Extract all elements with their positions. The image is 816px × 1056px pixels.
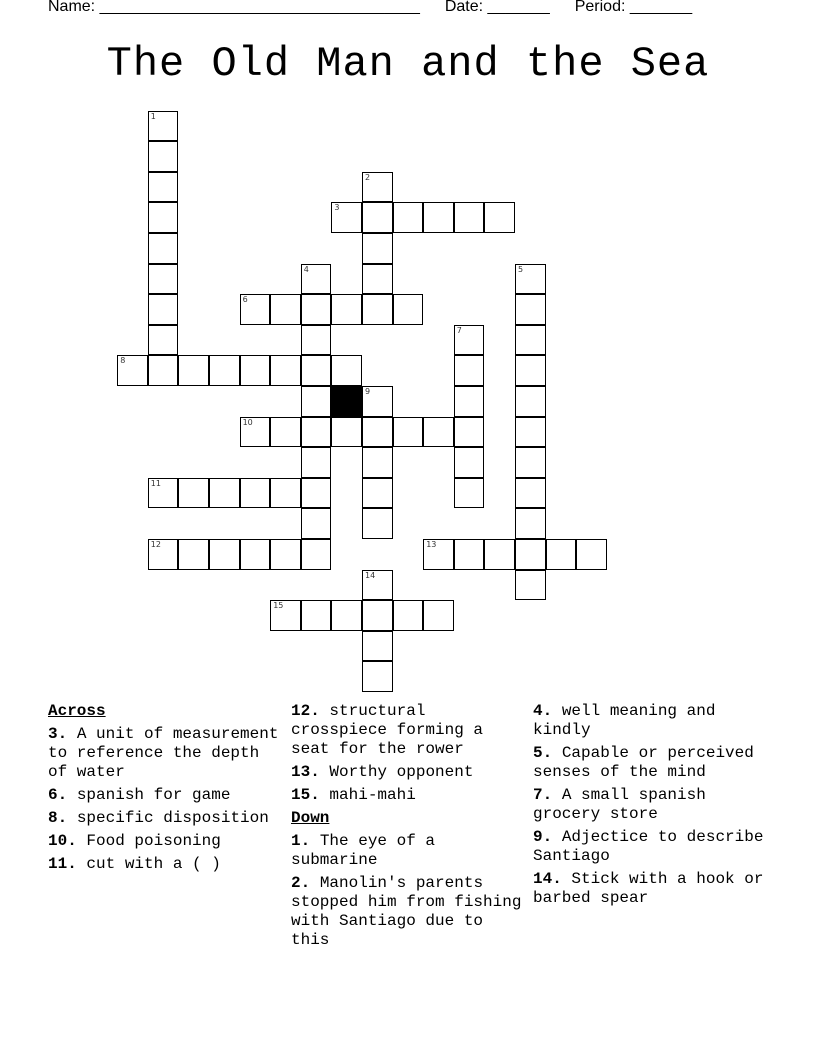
grid-cell[interactable] [362, 386, 393, 417]
grid-cell[interactable] [331, 355, 362, 386]
clue-number: 10 [242, 417, 253, 427]
grid-cell[interactable] [240, 294, 271, 325]
date-field[interactable]: Date: _______ [444, 0, 550, 15]
grid-cell[interactable] [362, 600, 393, 631]
clue-number: 11 [150, 478, 161, 488]
grid-cell[interactable] [454, 417, 485, 448]
grid-cell[interactable] [209, 539, 240, 570]
clue-number: 2 [365, 172, 371, 182]
grid-cell[interactable] [454, 478, 485, 509]
clue-number: 6 [242, 295, 248, 305]
grid-cell[interactable] [240, 355, 271, 386]
grid-cell[interactable] [270, 355, 301, 386]
grid-cell[interactable] [484, 539, 515, 570]
grid-cell[interactable] [301, 478, 332, 509]
grid-cell[interactable] [178, 478, 209, 509]
grid-cell[interactable] [454, 539, 485, 570]
grid-cell[interactable] [515, 325, 546, 356]
grid-cell[interactable] [331, 417, 362, 448]
name-field[interactable]: Name: ____________________________________ [48, 0, 420, 15]
grid-cell[interactable] [148, 233, 179, 264]
grid-cell[interactable] [454, 447, 485, 478]
grid-cell[interactable] [240, 478, 271, 509]
grid-cell[interactable] [178, 355, 209, 386]
grid-cell[interactable] [301, 355, 332, 386]
clue-number: 12 [150, 540, 161, 549]
grid-cell[interactable] [546, 539, 577, 570]
grid-cell[interactable] [301, 386, 332, 417]
grid-cell[interactable] [362, 631, 393, 662]
grid-cell[interactable] [515, 508, 546, 539]
across-clue-12: 12. structural crosspiece forming a seat for the rower [291, 702, 484, 758]
clue-number: 13 [426, 540, 437, 549]
down-clue-4: 4. well meaning and kindly [533, 702, 716, 739]
grid-cell[interactable] [423, 600, 454, 631]
clue-number: 9 [365, 387, 371, 396]
down-clue-1: 1. The eye of a submarine [291, 832, 436, 869]
clue-number: 14 [365, 570, 376, 580]
grid-cell[interactable] [423, 417, 454, 448]
grid-cell[interactable] [515, 355, 546, 386]
grid-cell[interactable] [362, 172, 393, 203]
grid-cell[interactable] [148, 539, 179, 570]
across-clue-3: 3. A unit of measurement to reference the depth of water [48, 725, 279, 781]
grid-cell[interactable] [148, 172, 179, 203]
grid-cell[interactable] [515, 447, 546, 478]
clue-number: 15 [273, 601, 284, 611]
clues-column-3 [533, 702, 773, 912]
grid-cell[interactable] [362, 417, 393, 448]
across-clue-11: 11. cut with a ( ) [48, 855, 221, 873]
clue-number: 3 [334, 203, 340, 213]
grid-cell[interactable] [362, 661, 393, 692]
grid-cell[interactable] [515, 539, 546, 570]
grid-cell[interactable] [362, 478, 393, 509]
grid-cell[interactable] [148, 478, 179, 509]
grid-cell[interactable] [301, 294, 332, 325]
down-clue-5: 5. Capable or perceived senses of the mind [533, 744, 754, 781]
grid-cell[interactable] [331, 294, 362, 325]
grid-cell[interactable] [362, 508, 393, 539]
grid-cell[interactable] [270, 417, 301, 448]
down-clue-9: 9. Adjectice to describe Santiago [533, 828, 764, 865]
down-clue-14: 14. Stick with a hook or barbed spear [533, 870, 764, 907]
across-clue-13: 13. Worthy opponent [291, 763, 474, 781]
grid-cell[interactable] [454, 325, 485, 356]
grid-cell[interactable] [362, 202, 393, 233]
grid-cell[interactable] [270, 294, 301, 325]
grid-cell[interactable] [362, 294, 393, 325]
across-clue-15: 15. mahi-mahi [291, 786, 416, 804]
grid-cell[interactable] [362, 570, 393, 601]
grid-cell[interactable] [515, 294, 546, 325]
clue-number: 7 [456, 325, 462, 335]
across-clue-8: 8. specific disposition [48, 809, 269, 827]
grid-cell[interactable] [454, 386, 485, 417]
grid-cell[interactable] [423, 539, 454, 570]
grid-cell[interactable] [240, 417, 271, 448]
grid-cell[interactable] [515, 386, 546, 417]
grid-cell[interactable] [148, 355, 179, 386]
down-heading: Down [291, 809, 330, 827]
grid-cell[interactable] [270, 539, 301, 570]
grid-cell[interactable] [148, 202, 179, 233]
grid-cell[interactable] [393, 600, 424, 631]
grid-cell[interactable] [331, 202, 362, 233]
grid-cell[interactable] [117, 355, 148, 386]
down-clue-2: 2. Manolin's parents stopped him from fishing with Santiago due to this [291, 874, 522, 949]
grid-cell[interactable] [393, 202, 424, 233]
clues-column-1 [48, 702, 288, 878]
clue-number: 1 [150, 111, 156, 121]
grid-cell[interactable] [301, 325, 332, 356]
grid-cell[interactable] [148, 264, 179, 295]
black-cell [331, 386, 362, 417]
clue-number: 8 [120, 356, 126, 366]
grid-cell[interactable] [301, 539, 332, 570]
clues-column-2 [291, 702, 531, 954]
grid-cell[interactable] [301, 447, 332, 478]
grid-cell[interactable] [393, 417, 424, 448]
grid-cell[interactable] [240, 539, 271, 570]
grid-cell[interactable] [301, 417, 332, 448]
grid-cell[interactable] [270, 478, 301, 509]
grid-cell[interactable] [576, 539, 607, 570]
grid-cell[interactable] [148, 141, 179, 172]
grid-cell[interactable] [423, 202, 454, 233]
grid-cell[interactable] [362, 233, 393, 264]
grid-cell[interactable] [362, 447, 393, 478]
period-field[interactable]: Period: _______ [574, 0, 693, 15]
down-clue-7: 7. A small spanish grocery store [533, 786, 706, 823]
across-clue-10: 10. Food poisoning [48, 832, 221, 850]
page-title: The Old Man and the Sea [106, 40, 710, 88]
grid-cell[interactable] [178, 539, 209, 570]
grid-cell[interactable] [301, 264, 332, 295]
grid-cell[interactable] [209, 355, 240, 386]
grid-cell[interactable] [148, 294, 179, 325]
grid-cell[interactable] [148, 111, 179, 142]
across-heading: Across [48, 702, 106, 720]
clue-number: 4 [303, 264, 309, 274]
grid-cell[interactable] [454, 355, 485, 386]
grid-cell[interactable] [301, 508, 332, 539]
grid-cell[interactable] [515, 478, 546, 509]
grid-cell[interactable] [148, 325, 179, 356]
across-clue-6: 6. spanish for game [48, 786, 231, 804]
grid-cell[interactable] [209, 478, 240, 509]
grid-cell[interactable] [331, 600, 362, 631]
grid-cell[interactable] [270, 600, 301, 631]
grid-cell[interactable] [393, 294, 424, 325]
clue-number: 5 [518, 264, 524, 274]
grid-cell[interactable] [301, 600, 332, 631]
grid-cell[interactable] [515, 570, 546, 601]
grid-cell[interactable] [454, 202, 485, 233]
grid-cell[interactable] [362, 264, 393, 295]
grid-cell[interactable] [515, 417, 546, 448]
grid-cell[interactable] [515, 264, 546, 295]
grid-cell[interactable] [484, 202, 515, 233]
